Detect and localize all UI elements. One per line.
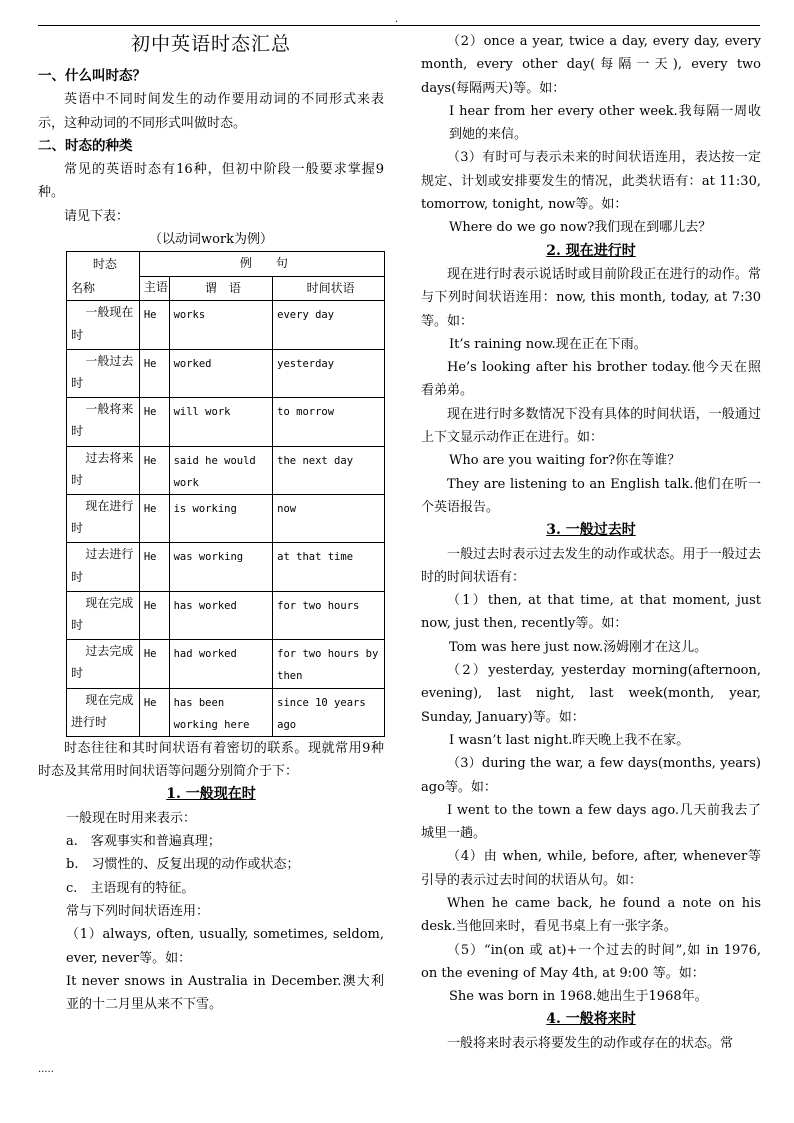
adverbial-cell: for two hours <box>273 591 385 639</box>
tense-name-cell: 过去完成时 <box>67 640 140 688</box>
paragraph: 常见的英语时态有16种，但初中阶段一般要求掌握9种。 <box>38 162 384 201</box>
section-heading-what-is-tense: 一、什么叫时态？ <box>38 68 146 84</box>
predicate-cell: is working <box>169 494 273 542</box>
header-label: 名称 <box>71 281 96 296</box>
example-sentence: When he came back, he found a note on his desk.当他回来时，看见书桌上有一张字条。 <box>421 895 761 935</box>
paragraph: 现在进行时多数情况下没有具体的时间状语，一般通过上下文显示动作正在进行。如： <box>421 406 761 446</box>
adverbial-cell: to morrow <box>273 398 385 446</box>
table-header-example: 例 句 <box>139 252 384 277</box>
paragraph: 时态往往和其时间状语有着密切的联系。现就常用9种时态及其常用时间状语等问题分别简介于下： <box>38 740 384 780</box>
list-item: （5）“in(on 或 at)+一个过去的时间”,如 in 1976, on the evening of May 4th, at 9:00 等。如： <box>421 942 761 981</box>
predicate-cell: had worked <box>169 640 273 688</box>
paragraph: 一般过去时表示过去发生的动作或状态。用于一般过去时的时间状语有： <box>421 546 761 585</box>
adverbial-cell: yesterday <box>273 349 385 397</box>
example-sentence: Where do we go now?我们现在到哪儿去？ <box>449 220 712 236</box>
predicate-cell: was working <box>169 543 273 591</box>
document-title: 初中英语时态汇总 <box>130 33 291 55</box>
list-item: （3）during the war, a few days(months, years) ago等。如： <box>421 756 761 795</box>
page-mark: . <box>395 14 399 25</box>
table-caption: （以动词work为例） <box>148 232 274 248</box>
example-sentence: They are listening to an English talk.他们在听一个英语报告。 <box>421 476 761 515</box>
example-sentence: Tom was here just now.汤姆刚才在这儿。 <box>449 639 708 655</box>
paragraph: 常与下列时间状语连用： <box>66 903 210 919</box>
paragraph: 请见下表： <box>64 208 130 224</box>
right-column <box>421 30 761 1055</box>
paragraph: 一般将来时表示将要发生的动作或存在的状态。常 <box>447 1035 734 1051</box>
tense-name-cell: 一般现在时 <box>67 301 140 349</box>
predicate-cell: has been working here <box>169 688 273 736</box>
header-label: 时态 <box>92 257 117 272</box>
tense-name-cell: 一般过去时 <box>67 349 140 397</box>
table-row <box>67 640 385 688</box>
subject-cell: He <box>139 591 169 639</box>
tense-name-cell: 一般将来时 <box>67 398 140 446</box>
list-item: （2）once a year, twice a day, every day, every month, every other day(每隔一天), every two days(每隔两天)等。如： <box>421 34 761 96</box>
table-header-tense-name <box>67 252 140 301</box>
list-item: （1）always, often, usually, sometimes, seldom, ever, never等。如： <box>66 927 384 966</box>
list-item: （4）由 when, while, before, after, whenever等引导的表示过去时间的状语从句。如： <box>421 849 761 888</box>
subject-cell: He <box>139 543 169 591</box>
subject-cell: He <box>139 398 169 446</box>
table-header-subject: 主语 <box>139 276 169 301</box>
adverbial-cell: every day <box>273 301 385 349</box>
table-row <box>67 688 385 736</box>
list-item: b. 习惯性的、反复出现的动作或状态； <box>66 857 300 873</box>
predicate-cell: has worked <box>169 591 273 639</box>
predicate-cell: said he would work <box>169 446 273 494</box>
header-rule <box>38 25 760 26</box>
subsection-heading-simple-past: 3. 一般过去时 <box>546 522 636 539</box>
adverbial-cell: at that time <box>273 543 385 591</box>
adverbial-cell: now <box>273 494 385 542</box>
table-row <box>67 301 385 349</box>
left-column <box>38 30 384 1016</box>
list-item: （2）yesterday, yesterday morning(afternoon, evening), last night, last week(month, year, Sunday, January)等。如： <box>421 663 761 725</box>
example-sentence: I hear from her every other week.我每隔一周收到她的来信。 <box>449 103 761 143</box>
tense-name-cell: 现在进行时 <box>67 494 140 542</box>
predicate-cell: will work <box>169 398 273 446</box>
example-sentence: It never snows in Australia in December.澳大利亚的十二月里从来不下雪。 <box>66 973 384 1013</box>
adverbial-cell: since 10 years ago <box>273 688 385 736</box>
footer-mark: ..... <box>38 1064 54 1075</box>
table-header-predicate: 谓 语 <box>169 276 273 301</box>
predicate-cell: works <box>169 301 273 349</box>
example-sentence: He’s looking after his brother today.他今天在照看弟弟。 <box>421 360 761 399</box>
table-row <box>67 591 385 639</box>
list-item: a. 客观事实和普遍真理； <box>66 834 221 850</box>
example-sentence: I went to the town a few days ago.几天前我去了城里一趟。 <box>421 802 761 842</box>
paragraph: 英语中不同时间发生的动作要用动词的不同形式来表示，这种动词的不同形式叫做时态。 <box>38 92 384 131</box>
subject-cell: He <box>139 640 169 688</box>
adverbial-cell: the next day <box>273 446 385 494</box>
subsection-heading-simple-future: 4. 一般将来时 <box>546 1011 636 1028</box>
list-item: （1）then, at that time, at that moment, just now, just then, recently等。如： <box>421 593 761 632</box>
table-header-adverbial: 时间状语 <box>273 276 385 301</box>
predicate-cell: worked <box>169 349 273 397</box>
subject-cell: He <box>139 301 169 349</box>
adverbial-cell: for two hours by then <box>273 640 385 688</box>
paragraph: 现在进行时表示说话时或目前阶段正在进行的动作。常与下列时间状语连用：now, this month, today, at 7:30 等。如： <box>421 266 761 329</box>
example-sentence: It’s raining now.现在正在下雨。 <box>449 336 647 352</box>
example-sentence: I wasn’t last night.昨天晚上我不在家。 <box>449 732 690 748</box>
tense-name-cell: 过去将来时 <box>67 446 140 494</box>
table-row <box>67 494 385 542</box>
example-sentence: She was born in 1968.她出生于1968年。 <box>449 989 708 1005</box>
tense-table <box>66 251 385 737</box>
paragraph: 一般现在时用来表示： <box>66 810 197 826</box>
subject-cell: He <box>139 494 169 542</box>
subsection-heading-simple-present: 1. 一般现在时 <box>166 786 256 803</box>
list-item: （3）有时可与表示未来的时间状语连用，表达按一定规定、计划或安排要发生的情况，此类状语有：at 11:30, tomorrow, tonight, now等。如： <box>421 150 761 213</box>
table-row <box>67 398 385 446</box>
table-row <box>67 543 385 591</box>
subsection-heading-present-continuous: 2. 现在进行时 <box>546 242 636 259</box>
list-item: c. 主语现有的特征。 <box>66 880 195 896</box>
subject-cell: He <box>139 446 169 494</box>
section-heading-tense-types: 二、时态的种类 <box>38 137 133 154</box>
subject-cell: He <box>139 349 169 397</box>
subject-cell: He <box>139 688 169 736</box>
tense-name-cell: 过去进行时 <box>67 543 140 591</box>
table-row <box>67 349 385 397</box>
example-sentence: Who are you waiting for?你在等谁？ <box>449 453 681 469</box>
tense-name-cell: 现在完成进行时 <box>67 688 140 736</box>
tense-name-cell: 现在完成时 <box>67 591 140 639</box>
table-row <box>67 446 385 494</box>
